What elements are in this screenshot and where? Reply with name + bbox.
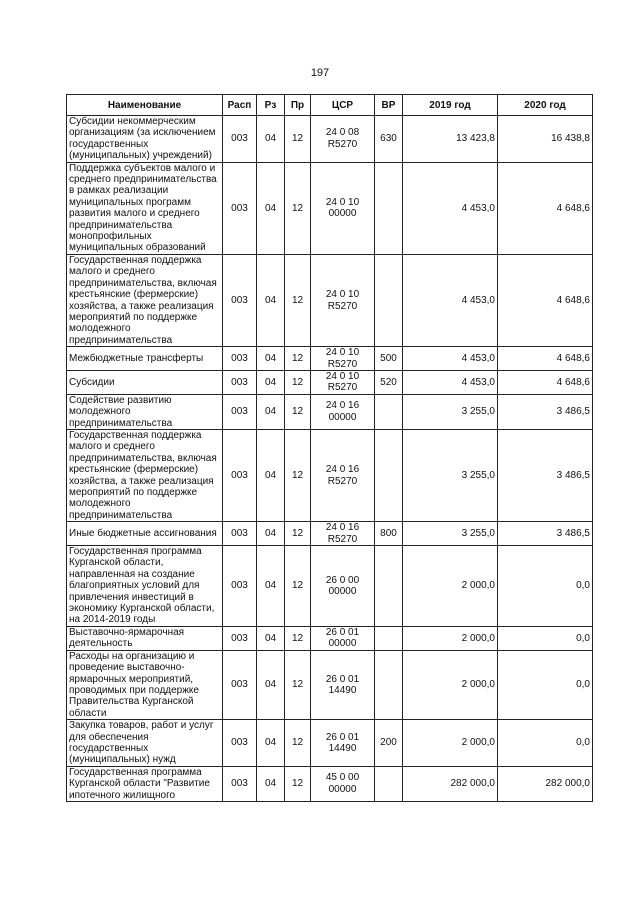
row-2019: 2 000,0 xyxy=(403,720,498,767)
row-rz: 04 xyxy=(257,626,285,650)
row-2019: 4 453,0 xyxy=(403,254,498,346)
row-2019: 4 453,0 xyxy=(403,347,498,371)
row-vr xyxy=(375,546,403,627)
row-csr: 26 0 01 00000 xyxy=(311,626,375,650)
header-2020: 2020 год xyxy=(498,95,593,116)
row-rasp: 003 xyxy=(223,626,257,650)
row-rz: 04 xyxy=(257,394,285,429)
table-row xyxy=(67,650,593,719)
table-row xyxy=(67,162,593,254)
row-vr: 500 xyxy=(375,347,403,371)
row-pr: 12 xyxy=(285,370,311,394)
table-header-row xyxy=(67,95,593,116)
row-name: Государственная программа Курганской области "Развитие ипотечного жилищного xyxy=(67,766,223,801)
row-name: Содействие развитию молодежного предпринимательства xyxy=(67,394,223,429)
row-vr xyxy=(375,650,403,719)
header-pr: Пр xyxy=(285,95,311,116)
row-name: Поддержка субъектов малого и среднего предпринимательства в рамках реализации муниципальных программ развития малого и среднего предпринимательства монопрофильных муниципальных образований xyxy=(67,162,223,254)
row-rz: 04 xyxy=(257,429,285,521)
row-rz: 04 xyxy=(257,347,285,371)
row-rasp: 003 xyxy=(223,720,257,767)
row-2020: 0,0 xyxy=(498,626,593,650)
row-csr: 24 0 08 R5270 xyxy=(311,116,375,163)
row-vr xyxy=(375,429,403,521)
row-name: Государственная программа Курганской области, направленная на создание благоприятных условий для привлечения инвестиций в экономику Курганской области, на 2014-2019 годы xyxy=(67,546,223,627)
row-2019: 3 255,0 xyxy=(403,429,498,521)
row-vr xyxy=(375,162,403,254)
row-vr xyxy=(375,254,403,346)
row-name: Субсидии некоммерческим организациям (за исключением государственных (муниципальных) учреждений) xyxy=(67,116,223,163)
row-2020: 4 648,6 xyxy=(498,254,593,346)
row-csr: 45 0 00 00000 xyxy=(311,766,375,801)
row-pr: 12 xyxy=(285,766,311,801)
table-row xyxy=(67,626,593,650)
header-name: Наименование xyxy=(67,95,223,116)
table-row xyxy=(67,429,593,521)
row-pr: 12 xyxy=(285,394,311,429)
row-rasp: 003 xyxy=(223,766,257,801)
header-vr: ВР xyxy=(375,95,403,116)
row-rasp: 003 xyxy=(223,116,257,163)
table-row xyxy=(67,522,593,546)
row-name: Выставочно-ярмарочная деятельность xyxy=(67,626,223,650)
row-rz: 04 xyxy=(257,650,285,719)
row-2020: 0,0 xyxy=(498,650,593,719)
row-rasp: 003 xyxy=(223,162,257,254)
row-vr xyxy=(375,766,403,801)
table-row xyxy=(67,766,593,801)
row-2019: 3 255,0 xyxy=(403,394,498,429)
row-pr: 12 xyxy=(285,522,311,546)
table-row xyxy=(67,347,593,371)
row-rasp: 003 xyxy=(223,254,257,346)
table-row xyxy=(67,546,593,627)
row-2020: 4 648,6 xyxy=(498,347,593,371)
row-name: Межбюджетные трансферты xyxy=(67,347,223,371)
row-rasp: 003 xyxy=(223,546,257,627)
row-rz: 04 xyxy=(257,522,285,546)
row-name: Закупка товаров, работ и услуг для обеспечения государственных (муниципальных) нужд xyxy=(67,720,223,767)
row-csr: 26 0 01 14490 xyxy=(311,720,375,767)
row-rasp: 003 xyxy=(223,429,257,521)
row-2020: 4 648,6 xyxy=(498,370,593,394)
row-vr xyxy=(375,394,403,429)
row-pr: 12 xyxy=(285,720,311,767)
row-rasp: 003 xyxy=(223,650,257,719)
row-csr: 24 0 16 00000 xyxy=(311,394,375,429)
row-rz: 04 xyxy=(257,546,285,627)
row-vr xyxy=(375,626,403,650)
row-rasp: 003 xyxy=(223,394,257,429)
row-pr: 12 xyxy=(285,116,311,163)
header-2019: 2019 год xyxy=(403,95,498,116)
row-pr: 12 xyxy=(285,347,311,371)
row-2020: 16 438,8 xyxy=(498,116,593,163)
table-row xyxy=(67,394,593,429)
row-rz: 04 xyxy=(257,116,285,163)
row-pr: 12 xyxy=(285,254,311,346)
row-csr: 26 0 01 14490 xyxy=(311,650,375,719)
row-rz: 04 xyxy=(257,254,285,346)
table-row xyxy=(67,254,593,346)
table-row xyxy=(67,720,593,767)
row-csr: 24 0 16 R5270 xyxy=(311,522,375,546)
row-vr: 200 xyxy=(375,720,403,767)
row-rasp: 003 xyxy=(223,347,257,371)
row-2020: 0,0 xyxy=(498,546,593,627)
row-name: Государственная поддержка малого и среднего предпринимательства, включая крестьянские (фермерские) хозяйства, а также реализация мероприятий по поддержке молодежного предпринимательства xyxy=(67,429,223,521)
row-2020: 3 486,5 xyxy=(498,522,593,546)
row-pr: 12 xyxy=(285,650,311,719)
row-pr: 12 xyxy=(285,162,311,254)
row-vr: 800 xyxy=(375,522,403,546)
row-rz: 04 xyxy=(257,162,285,254)
row-rz: 04 xyxy=(257,370,285,394)
row-rasp: 003 xyxy=(223,370,257,394)
header-csr: ЦСР xyxy=(311,95,375,116)
row-vr: 630 xyxy=(375,116,403,163)
header-rz: Рз xyxy=(257,95,285,116)
row-2019: 4 453,0 xyxy=(403,370,498,394)
row-2020: 282 000,0 xyxy=(498,766,593,801)
row-2020: 0,0 xyxy=(498,720,593,767)
row-2019: 4 453,0 xyxy=(403,162,498,254)
table-row xyxy=(67,116,593,163)
row-name: Государственная поддержка малого и среднего предпринимательства, включая крестьянские (фермерские) хозяйства, а также реализация мероприятий по поддержке молодежного предпринимательства xyxy=(67,254,223,346)
row-2019: 13 423,8 xyxy=(403,116,498,163)
row-pr: 12 xyxy=(285,429,311,521)
page-number: 197 xyxy=(310,67,330,79)
row-name: Субсидии xyxy=(67,370,223,394)
row-pr: 12 xyxy=(285,626,311,650)
row-vr: 520 xyxy=(375,370,403,394)
row-pr: 12 xyxy=(285,546,311,627)
row-2019: 2 000,0 xyxy=(403,546,498,627)
row-rz: 04 xyxy=(257,766,285,801)
row-name: Иные бюджетные ассигнования xyxy=(67,522,223,546)
row-csr: 24 0 10 R5270 xyxy=(311,254,375,346)
row-csr: 24 0 10 00000 xyxy=(311,162,375,254)
row-rz: 04 xyxy=(257,720,285,767)
row-csr: 24 0 10 R5270 xyxy=(311,370,375,394)
row-2019: 3 255,0 xyxy=(403,522,498,546)
row-csr: 24 0 10 R5270 xyxy=(311,347,375,371)
header-rasp: Расп xyxy=(223,95,257,116)
row-2020: 4 648,6 xyxy=(498,162,593,254)
row-2019: 282 000,0 xyxy=(403,766,498,801)
row-2020: 3 486,5 xyxy=(498,394,593,429)
row-2019: 2 000,0 xyxy=(403,650,498,719)
row-csr: 26 0 00 00000 xyxy=(311,546,375,627)
row-2019: 2 000,0 xyxy=(403,626,498,650)
row-rasp: 003 xyxy=(223,522,257,546)
table-row xyxy=(67,370,593,394)
row-csr: 24 0 16 R5270 xyxy=(311,429,375,521)
row-2020: 3 486,5 xyxy=(498,429,593,521)
budget-table xyxy=(66,94,593,802)
row-name: Расходы на организацию и проведение выставочно-ярмарочных мероприятий, проводимых при поддержке Правительства Курганской области xyxy=(67,650,223,719)
